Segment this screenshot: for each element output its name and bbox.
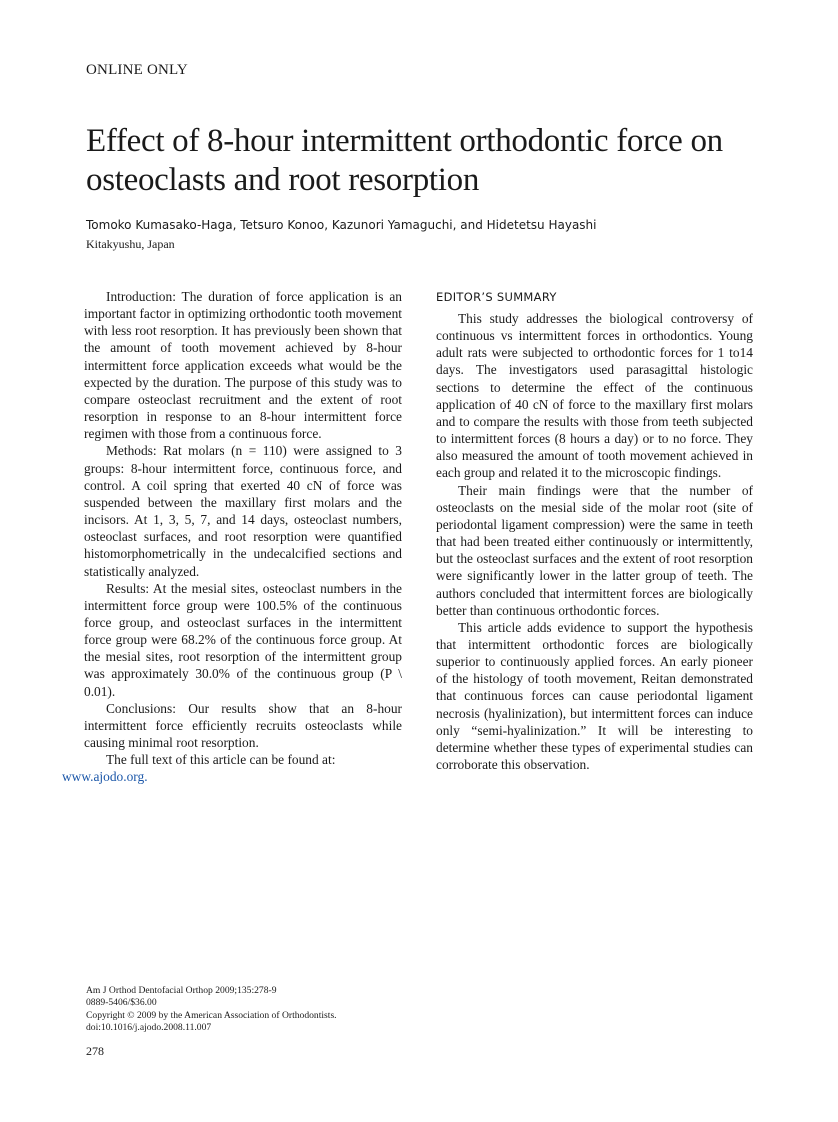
section-kicker: ONLINE ONLY — [86, 62, 188, 78]
abstract-results: Results: At the mesial sites, osteoclast numbers in the intermittent force group were 100.5% of the continuous force group, and osteoclast surfaces in the intermittent force group were 68.2% of the continuous force group. At the mesial sites, root resorption of the intermittent group was approximately 30.0% of the continuous group (P \ 0.01). — [84, 580, 402, 699]
full-text-note — [62, 751, 402, 785]
doi: doi:10.1016/j.ajodo.2008.11.007 — [86, 1022, 212, 1034]
citation-footer — [86, 985, 337, 1035]
page-number: 278 — [86, 1044, 104, 1058]
abstract-column — [62, 288, 402, 786]
article-title: Effect of 8-hour intermittent orthodontic force on osteoclasts and root resorption — [86, 123, 723, 198]
abstract-introduction: Introduction: The duration of force application is an important factor in optimizing orthodontic tooth movement with less root resorption. It has previously been shown that the amount of tooth movement achieved by 8-hour intermittent force application exceeds what would be the expected by the duration. The purpose of this study was to compare osteoclast recruitment and the extent of root resorption in response to an 8-hour intermittent force regimen with those from a continuous force. — [84, 289, 402, 442]
editor-summary-column — [436, 290, 753, 773]
editor-summary-paragraph-3: This article adds evidence to support the hypothesis that intermittent orthodontic forces are biologically superior to continuously applied forces. An early pioneer of the histology of tooth movement, Reitan demonstrated that continuous forces can cause periodontal ligament necrosis (hyalinization), but intermittent forces can induce only “semi-hyalinization.” It will be interesting to determine whether these types of experimental studies can corroborate this observation. — [436, 619, 753, 773]
issn-price: 0889-5406/$36.00 — [86, 997, 157, 1009]
copyright-notice: Copyright © 2009 by the American Association of Orthodontists. — [86, 1009, 337, 1021]
journal-website-link[interactable]: www.ajodo.org. — [62, 769, 148, 785]
author-affiliation: Kitakyushu, Japan — [86, 237, 175, 251]
journal-citation: Am J Orthod Dentofacial Orthop 2009;135:278-9 — [86, 985, 277, 996]
abstract-conclusions: Conclusions: Our results show that an 8-hour intermittent force efficiently recruits osteoclasts while causing minimal root resorption. — [84, 700, 402, 751]
author-list: Tomoko Kumasako-Haga, Tetsuro Konoo, Kazunori Yamaguchi, and Hidetetsu Hayashi — [86, 218, 597, 232]
full-text-label: The full text of this article can be found at: — [106, 752, 336, 768]
editor-summary-paragraph-1: This study addresses the biological controversy of continuous vs intermittent forces in orthodontics. Young adult rats were subjected to orthodontic forces for 1 to14 days. The investigators used parasagittal histologic sections to determine the effect of the continuous application of 40 cN of force to the maxillary first molars and to compare the results with those from teeth subjected to intermittent forces (8 hours a day) or to no force. They also measured the amount of tooth movement achieved in each group and related it to the microscopic findings. — [436, 311, 753, 481]
abstract-methods: Methods: Rat molars (n = 110) were assigned to 3 groups: 8-hour intermittent force, continuous force, and control. A coil spring that exerted 40 cN of force was suspended between the maxillary first molars and the incisors. At 1, 3, 5, 7, and 14 days, osteoclast numbers, osteoclast surfaces, and root resorption were quantified histomorphometrically in the undecalcified sections and statistically analyzed. — [84, 443, 402, 579]
editor-summary-paragraph-2: Their main findings were that the number of osteoclasts on the mesial side of the molar root (site of periodontal ligament compression) were the same in teeth that had been treated either continuously or intermittently, but the osteoclast surfaces and the extent of root resorption were significantly lower in the latter group of teeth. The authors concluded that intermittent forces are biologically better than continuous orthodontic forces. — [436, 482, 753, 618]
editor-summary-heading: EDITOR’S SUMMARY — [436, 290, 557, 304]
